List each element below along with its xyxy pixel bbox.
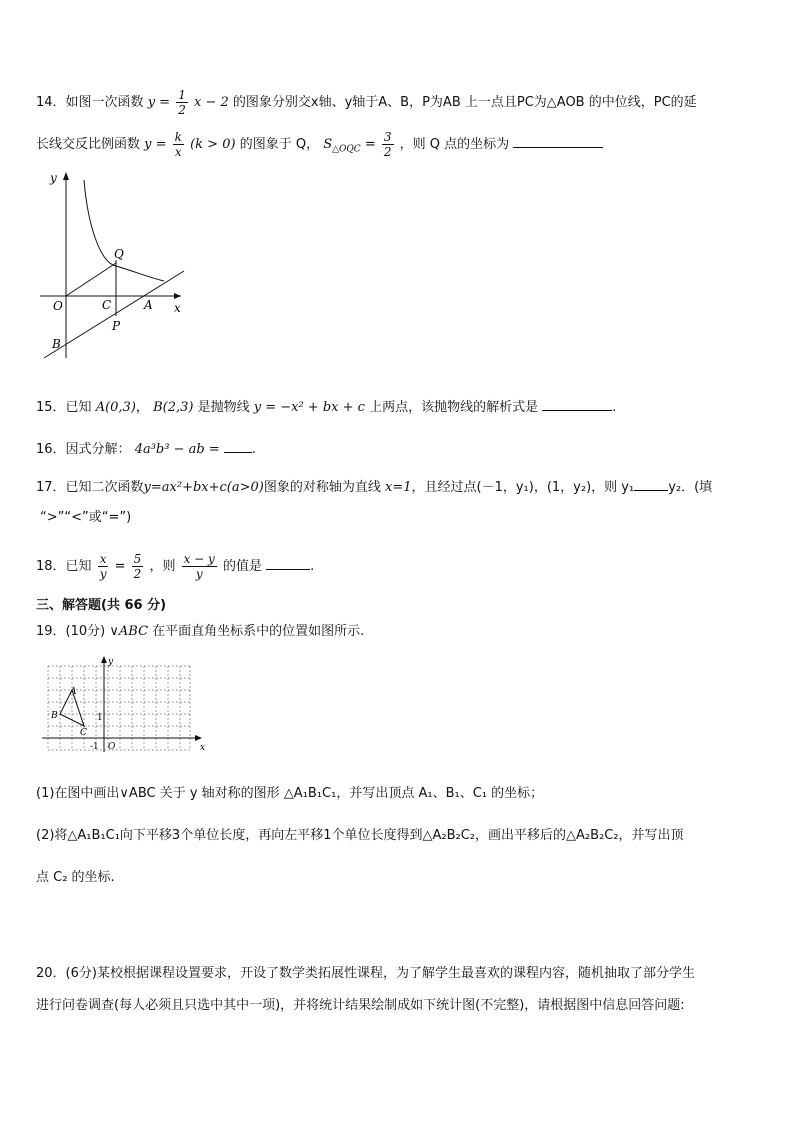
q18-frac2 <box>132 552 144 581</box>
section-heading <box>36 596 166 616</box>
q19-line <box>36 622 364 642</box>
q14-text: 14．如图一次函数 <box>36 95 144 110</box>
q17-axis: x=1 <box>385 480 412 495</box>
q14-area-sub: △OQC <box>332 144 361 155</box>
label-q: Q <box>114 247 124 261</box>
frac-num: k <box>174 130 182 144</box>
q15-text-b: 是抛物线 <box>197 400 250 415</box>
frac-den: 2 <box>178 103 186 117</box>
q20-text-1: 20．(6分)某校根据课程设置要求，开设了数学类拓展性课程，为了解学生最喜欢的课程内容，随机抽取了部分学生 <box>36 966 695 981</box>
segment-oq <box>66 263 116 296</box>
frac-den: x <box>174 145 182 159</box>
q14-line2 <box>36 130 603 160</box>
q19-text-b: 在平面直角坐标系中的位置如图所示. <box>152 624 365 639</box>
q14-answer-blank <box>513 135 603 148</box>
label-p: P <box>112 319 121 333</box>
hyperbola <box>84 180 164 281</box>
grid-label-c: C <box>80 728 87 738</box>
q14-text-b: 的图象分别交x轴、y轴于A、B，P为AB 上一点且PC为△AOB 的中位线，PC的延 <box>232 95 697 110</box>
y-axis-arrow <box>63 172 69 180</box>
q18-text-b: ，则 <box>149 559 176 574</box>
grid-label-a: A <box>70 687 77 697</box>
frac-num: x <box>99 552 107 566</box>
q14-frac2 <box>173 130 184 159</box>
q14-eq1: y = <box>147 95 171 110</box>
q19-part2 <box>36 826 684 846</box>
q16-answer-blank <box>224 440 252 453</box>
q17-text-c: ，且经过点(－1，y₁)，(1，y₂)，则 y₁ <box>411 480 635 495</box>
frac-den: y <box>99 567 107 581</box>
q17-line1 <box>36 478 712 498</box>
grid-label-b: B <box>51 711 58 721</box>
q19-grid-figure <box>40 654 210 754</box>
q15-line <box>36 398 616 418</box>
frac-num: x − y <box>183 552 215 566</box>
label-x: x <box>174 301 181 315</box>
q16-expression: 4a³b³ − ab = <box>134 442 220 457</box>
x-axis-arrow <box>174 293 181 299</box>
grid-y-arrow <box>101 656 107 663</box>
q14-line1 <box>36 88 697 117</box>
label-y: y <box>50 171 57 185</box>
q15-answer-blank <box>542 398 612 411</box>
label-a: A <box>144 298 153 312</box>
frac-den: 2 <box>133 567 142 581</box>
q17-line2 <box>40 508 131 528</box>
q16-end: . <box>251 442 256 457</box>
grid-x-arrow <box>195 735 202 741</box>
q16-line <box>36 440 256 460</box>
q15-text: 15．已知 <box>36 400 92 415</box>
grid-label-y: y <box>108 657 114 667</box>
q19-part1 <box>36 784 543 804</box>
frac-num: 5 <box>133 552 142 566</box>
label-b: B <box>52 337 61 351</box>
section-title: 三、解答题(共 66 分) <box>36 598 167 613</box>
frac-num: 3 <box>383 130 392 144</box>
frac-num: 1 <box>178 88 186 102</box>
q19-part1-text: (1)在图中画出∨ABC 关于 y 轴对称的图形 △A₁B₁C₁，并写出顶点 A₁、B₁、C₁ 的坐标； <box>36 786 544 801</box>
q15-text-c: 上两点，该抛物线的解析式是 <box>369 400 539 415</box>
q18-text: 18．已知 <box>36 559 92 574</box>
q14-area-eq: = <box>364 137 376 152</box>
q14-text-e: ，则 Q 点的坐标为 <box>399 137 510 152</box>
q14-frac3 <box>382 130 394 159</box>
q14-eq2: y = <box>144 137 167 152</box>
q19-part3 <box>36 868 115 888</box>
grid-label-x: x <box>200 743 206 753</box>
q15-equation: y = −x² + bx + c <box>253 400 365 415</box>
q18-text-c: 的值是 <box>222 559 262 574</box>
q19-text: 19．(10分) <box>36 624 106 639</box>
q17-text-d: y₂．(填 <box>668 480 713 495</box>
q17-answer-blank <box>634 478 668 491</box>
q17-text: 17．已知二次函数 <box>36 480 144 495</box>
label-c: C <box>102 298 112 312</box>
q18-eq: = <box>114 559 126 574</box>
label-o: O <box>53 299 63 313</box>
grid-label-one: 1 <box>97 713 103 723</box>
q20-line1 <box>36 964 695 984</box>
q18-frac3 <box>182 552 217 581</box>
q17-text-b: 图象的对称轴为直线 <box>263 480 381 495</box>
q19-part2-text: (2)将△A₁B₁C₁向下平移3个单位长度，再向左平移1个单位长度得到△A₂B₂C₂，画出平移后的△A₂B₂C₂，并写出顶 <box>36 828 684 843</box>
q18-end: . <box>310 559 315 574</box>
q14-text-c: 长线交反比例函数 <box>36 137 141 152</box>
q17-options: “>”“<”或“=”) <box>40 510 132 525</box>
q14-area-label: S <box>323 137 333 152</box>
line-ab <box>44 271 184 358</box>
q16-text: 16．因式分解： <box>36 442 131 457</box>
q18-frac1 <box>98 552 109 581</box>
grid-label-o: O <box>108 742 116 752</box>
q18-line <box>36 552 314 581</box>
q17-equation: y=ax²+bx+c(a>0) <box>143 480 264 495</box>
grid-label-neg1: -1 <box>90 742 99 752</box>
q19-triangle: ∨ABC <box>109 624 149 639</box>
q14-eq1-tail: x − 2 <box>193 95 229 110</box>
frac-den: y <box>195 567 203 581</box>
q14-frac1 <box>176 88 188 117</box>
q15-point-b: B(2,3) <box>153 400 194 415</box>
q15-point-a: A(0,3) <box>95 400 136 415</box>
q20-line2 <box>36 996 685 1016</box>
q18-answer-blank <box>266 557 310 570</box>
frac-den: 2 <box>383 145 392 159</box>
q20-text-2: 进行问卷调查(每人必须且只选中其中一项)，并将统计结果绘制成如下统计图(不完整)，请根据图中信息回答问题: <box>36 998 685 1013</box>
q19-part3-text: 点 C₂ 的坐标. <box>36 870 115 885</box>
grid-lines <box>48 666 190 750</box>
q15-sep: ， <box>135 400 149 415</box>
q14-text-d: 的图象于 Q， <box>239 137 320 152</box>
q14-eq2-tail: (k > 0) <box>190 137 236 152</box>
q14-figure <box>36 168 196 368</box>
q15-end: . <box>612 400 617 415</box>
